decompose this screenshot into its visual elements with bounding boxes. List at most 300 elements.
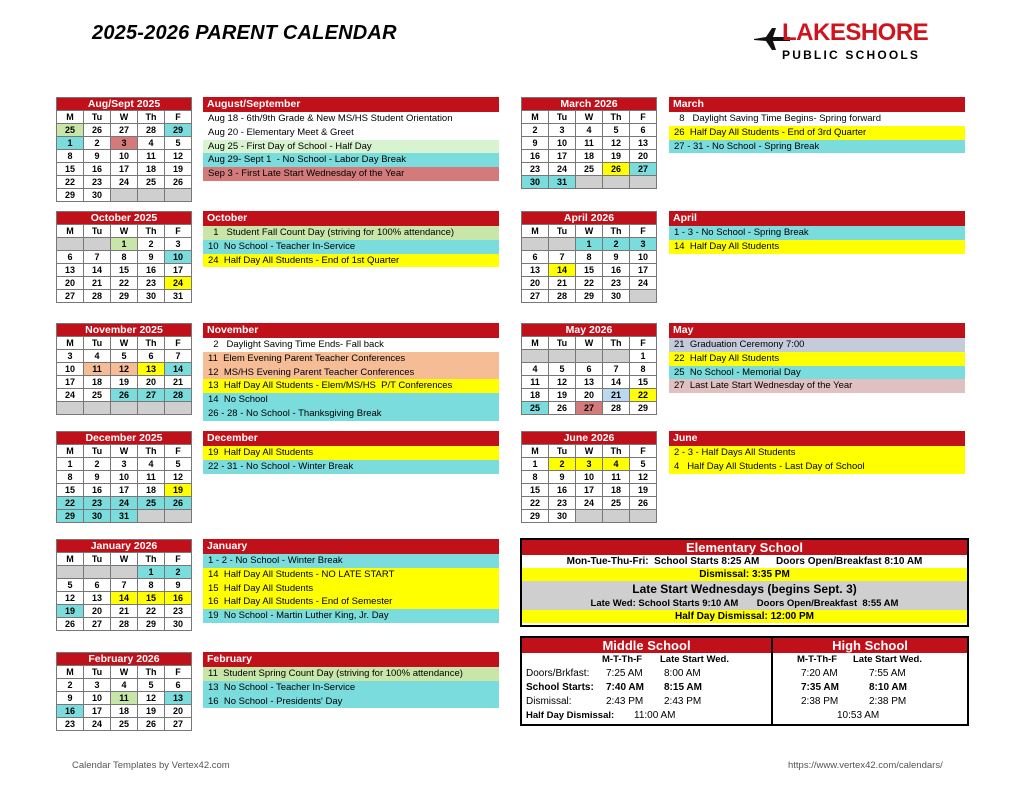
event-list-title: April [669, 211, 965, 226]
date-cell: 11 [84, 363, 111, 376]
month-calendar [521, 323, 657, 415]
date-cell: 9 [57, 692, 84, 705]
month-title: October 2025 [57, 212, 192, 225]
weekday-header: Tu [549, 225, 576, 238]
date-cell: 3 [111, 458, 138, 471]
event-item: 24 Half Day All Students - End of 1st Quarter [203, 254, 499, 268]
date-cell: 25 [111, 718, 138, 731]
date-cell: 7 [111, 579, 138, 592]
date-cell: 12 [630, 471, 657, 484]
event-item: 14 No School [203, 393, 499, 407]
date-cell: 11 [522, 376, 549, 389]
date-cell: 14 [165, 363, 192, 376]
date-cell: 6 [576, 363, 603, 376]
date-cell: 29 [57, 189, 84, 202]
weekday-header: F [165, 225, 192, 238]
date-cell: 25 [138, 497, 165, 510]
date-cell: 25 [84, 389, 111, 402]
date-cell: 3 [84, 679, 111, 692]
date-cell: 15 [576, 264, 603, 277]
date-cell: 12 [111, 363, 138, 376]
date-cell: 28 [138, 124, 165, 137]
date-cell: 28 [165, 389, 192, 402]
event-item: 1 Student Fall Count Day (striving for 100% attendance) [203, 226, 499, 240]
date-cell: 29 [57, 510, 84, 523]
high-col1-value: 7:35 AM [801, 682, 839, 693]
event-item: 21 Graduation Ceremony 7:00 [669, 338, 965, 352]
date-cell: 3 [576, 458, 603, 471]
date-cell: 13 [630, 137, 657, 150]
date-cell: 26 [630, 497, 657, 510]
event-item: 22 - 31 - No School - Winter Break [203, 460, 499, 474]
month-title: November 2025 [57, 324, 192, 337]
date-cell: 26 [84, 124, 111, 137]
date-cell: 15 [630, 376, 657, 389]
date-cell: 29 [111, 290, 138, 303]
date-cell: 11 [138, 471, 165, 484]
date-cell: 11 [111, 692, 138, 705]
event-list-title: May [669, 323, 965, 338]
date-cell [603, 176, 630, 189]
date-cell: 16 [57, 705, 84, 718]
date-cell: 20 [138, 376, 165, 389]
date-cell: 29 [522, 510, 549, 523]
date-cell: 7 [603, 363, 630, 376]
middle-col2-header: Late Start Wed. [660, 654, 729, 665]
date-cell: 2 [165, 566, 192, 579]
date-cell: 19 [549, 389, 576, 402]
date-cell: 19 [138, 705, 165, 718]
date-cell: 21 [84, 277, 111, 290]
weekday-header: F [630, 225, 657, 238]
date-cell: 5 [603, 124, 630, 137]
date-cell: 2 [84, 458, 111, 471]
weekday-header: Th [603, 111, 630, 124]
date-cell: 2 [57, 679, 84, 692]
weekday-header: F [165, 445, 192, 458]
date-cell: 20 [57, 277, 84, 290]
date-cell: 28 [549, 290, 576, 303]
weekday-header: Th [138, 445, 165, 458]
date-cell: 16 [603, 264, 630, 277]
middle-col2-value: 8:15 AM [664, 682, 702, 693]
event-item: 27 - 31 - No School - Spring Break [669, 140, 965, 154]
month-title: June 2026 [522, 432, 657, 445]
date-cell: 24 [165, 277, 192, 290]
event-list [203, 97, 499, 181]
date-cell: 22 [576, 277, 603, 290]
date-cell: 21 [549, 277, 576, 290]
date-cell: 24 [57, 389, 84, 402]
event-list-title: November [203, 323, 499, 338]
date-cell: 20 [84, 605, 111, 618]
date-cell: 4 [576, 124, 603, 137]
weekday-header: W [576, 445, 603, 458]
date-cell: 20 [165, 705, 192, 718]
weekday-header: Th [138, 553, 165, 566]
date-cell: 24 [576, 497, 603, 510]
date-cell [84, 566, 111, 579]
date-cell: 26 [165, 176, 192, 189]
high-col2-header: Late Start Wed. [853, 654, 922, 665]
date-cell: 18 [111, 705, 138, 718]
weekday-header: Tu [84, 553, 111, 566]
event-list-title: February [203, 652, 499, 667]
late-start-hours: Late Wed: School Starts 9:10 AM Doors Open/Breakfast 8:55 AM [522, 597, 967, 610]
date-cell: 1 [576, 238, 603, 251]
date-cell: 11 [603, 471, 630, 484]
month-calendar [56, 97, 192, 202]
month-calendar [521, 97, 657, 189]
date-cell: 7 [165, 350, 192, 363]
date-cell: 4 [84, 350, 111, 363]
month-title: January 2026 [57, 540, 192, 553]
date-cell: 15 [138, 592, 165, 605]
date-cell: 13 [165, 692, 192, 705]
date-cell: 28 [84, 290, 111, 303]
weekday-header: W [111, 337, 138, 350]
date-cell: 9 [138, 251, 165, 264]
weekday-header: Th [138, 111, 165, 124]
date-cell: 12 [549, 376, 576, 389]
date-cell: 8 [522, 471, 549, 484]
date-cell: 16 [549, 484, 576, 497]
event-item: Aug 29- Sept 1 - No School - Labor Day Break [203, 153, 499, 167]
date-cell: 1 [630, 350, 657, 363]
middle-col1-header: M-T-Th-F [602, 654, 643, 665]
date-cell [57, 238, 84, 251]
date-cell: 8 [630, 363, 657, 376]
date-cell: 13 [522, 264, 549, 277]
date-cell: 23 [549, 497, 576, 510]
month-title: May 2026 [522, 324, 657, 337]
event-list [669, 323, 965, 393]
date-cell: 29 [630, 402, 657, 415]
date-cell [57, 402, 84, 415]
date-cell: 28 [111, 618, 138, 631]
weekday-header: Tu [84, 445, 111, 458]
date-cell: 5 [57, 579, 84, 592]
date-cell: 28 [603, 402, 630, 415]
event-item: 13 Half Day All Students - Elem/MS/HS P/T Conferences [203, 379, 499, 393]
event-item: 1 - 3 - No School - Spring Break [669, 226, 965, 240]
page-title: 2025-2026 PARENT CALENDAR [92, 22, 397, 44]
high-col2-value: 2:38 PM [869, 696, 907, 707]
date-cell: 19 [57, 605, 84, 618]
date-cell: 26 [138, 718, 165, 731]
date-cell: 13 [57, 264, 84, 277]
elementary-schedule [520, 538, 969, 627]
date-cell: 23 [603, 277, 630, 290]
weekday-header: W [111, 225, 138, 238]
event-list-title: August/September [203, 97, 499, 112]
event-item: 4 Half Day All Students - Last Day of School [669, 460, 965, 474]
date-cell: 16 [165, 592, 192, 605]
date-cell: 27 [138, 389, 165, 402]
month-calendar [56, 431, 192, 523]
high-school-panel [773, 638, 967, 724]
date-cell: 2 [549, 458, 576, 471]
event-item: 26 Half Day All Students - End of 3rd Quarter [669, 126, 965, 140]
middle-col1-value: 7:40 AM [606, 682, 644, 693]
event-item: 26 - 28 - No School - Thanksgiving Break [203, 407, 499, 421]
date-cell: 24 [111, 497, 138, 510]
date-cell: 11 [138, 150, 165, 163]
event-item: 19 No School - Martin Luther King, Jr. Day [203, 609, 499, 623]
date-cell: 25 [576, 163, 603, 176]
middle-row-label: School Starts: [526, 682, 594, 693]
date-cell: 27 [630, 163, 657, 176]
date-cell: 17 [630, 264, 657, 277]
date-cell [522, 350, 549, 363]
weekday-header: M [57, 445, 84, 458]
date-cell: 4 [138, 137, 165, 150]
month-title: Aug/Sept 2025 [57, 98, 192, 111]
date-cell: 1 [57, 137, 84, 150]
date-cell: 19 [165, 484, 192, 497]
date-cell [630, 510, 657, 523]
date-cell: 20 [576, 389, 603, 402]
date-cell: 14 [603, 376, 630, 389]
date-cell: 24 [549, 163, 576, 176]
weekday-header: M [57, 666, 84, 679]
date-cell: 6 [630, 124, 657, 137]
date-cell: 18 [138, 484, 165, 497]
month-calendar [521, 431, 657, 523]
date-cell: 20 [522, 277, 549, 290]
date-cell [165, 402, 192, 415]
date-cell [576, 350, 603, 363]
event-list [669, 97, 965, 153]
date-cell: 3 [165, 238, 192, 251]
date-cell: 17 [111, 484, 138, 497]
date-cell: 14 [111, 592, 138, 605]
event-list-title: December [203, 431, 499, 446]
date-cell [549, 238, 576, 251]
weekday-header: Th [603, 337, 630, 350]
weekday-header: Th [138, 225, 165, 238]
date-cell: 20 [630, 150, 657, 163]
date-cell: 6 [522, 251, 549, 264]
date-cell: 7 [84, 251, 111, 264]
event-item: 22 Half Day All Students [669, 352, 965, 366]
date-cell [603, 510, 630, 523]
weekday-header: F [630, 111, 657, 124]
date-cell: 22 [522, 497, 549, 510]
high-col1-header: M-T-Th-F [797, 654, 838, 665]
month-calendar [56, 211, 192, 303]
weekday-header: F [165, 337, 192, 350]
weekday-header: Tu [549, 445, 576, 458]
date-cell: 1 [111, 238, 138, 251]
date-cell: 15 [111, 264, 138, 277]
month-calendar [56, 539, 192, 631]
weekday-header: M [522, 445, 549, 458]
date-cell: 24 [84, 718, 111, 731]
event-item: 8 Daylight Saving Time Begins- Spring forward [669, 112, 965, 126]
date-cell [603, 350, 630, 363]
high-col1-value: 7:20 AM [801, 668, 838, 679]
date-cell: 16 [84, 163, 111, 176]
date-cell: 31 [111, 510, 138, 523]
event-item: 14 Half Day All Students [669, 240, 965, 254]
event-list [203, 431, 499, 474]
date-cell: 10 [630, 251, 657, 264]
event-item: 1 - 2 - No School - Winter Break [203, 554, 499, 568]
logo-subtitle: PUBLIC SCHOOLS [782, 48, 921, 62]
high-title: High School [773, 638, 967, 653]
date-cell: 9 [84, 471, 111, 484]
weekday-header: F [630, 337, 657, 350]
date-cell: 6 [138, 350, 165, 363]
high-col2-value: 8:10 AM [869, 682, 907, 693]
date-cell: 2 [84, 137, 111, 150]
date-cell: 12 [603, 137, 630, 150]
event-item: 2 - 3 - Half Days All Students [669, 446, 965, 460]
weekday-header: W [111, 666, 138, 679]
date-cell: 9 [549, 471, 576, 484]
weekday-header: W [576, 111, 603, 124]
event-list-title: January [203, 539, 499, 554]
month-title: February 2026 [57, 653, 192, 666]
date-cell: 6 [57, 251, 84, 264]
date-cell: 25 [522, 402, 549, 415]
date-cell: 8 [111, 251, 138, 264]
date-cell: 19 [603, 150, 630, 163]
date-cell [111, 566, 138, 579]
event-item: Aug 20 - Elementary Meet & Greet [203, 126, 499, 140]
weekday-header: Th [603, 445, 630, 458]
footer-right: https://www.vertex42.com/calendars/ [788, 760, 943, 771]
date-cell: 6 [165, 679, 192, 692]
date-cell: 12 [138, 692, 165, 705]
date-cell: 8 [138, 579, 165, 592]
date-cell [576, 176, 603, 189]
weekday-header: F [165, 666, 192, 679]
date-cell [630, 176, 657, 189]
date-cell: 10 [84, 692, 111, 705]
date-cell: 21 [603, 389, 630, 402]
late-start-title: Late Start Wednesdays (begins Sept. 3) [522, 581, 967, 597]
date-cell: 18 [522, 389, 549, 402]
date-cell: 5 [630, 458, 657, 471]
date-cell: 3 [549, 124, 576, 137]
date-cell: 27 [111, 124, 138, 137]
date-cell: 10 [576, 471, 603, 484]
date-cell: 22 [630, 389, 657, 402]
date-cell: 12 [57, 592, 84, 605]
date-cell: 22 [57, 497, 84, 510]
date-cell: 29 [576, 290, 603, 303]
date-cell: 30 [138, 290, 165, 303]
date-cell: 26 [549, 402, 576, 415]
date-cell: 18 [138, 163, 165, 176]
date-cell: 12 [165, 471, 192, 484]
date-cell: 19 [630, 484, 657, 497]
date-cell: 21 [165, 376, 192, 389]
date-cell [84, 238, 111, 251]
date-cell [111, 402, 138, 415]
date-cell: 10 [57, 363, 84, 376]
date-cell: 23 [165, 605, 192, 618]
high-half-value: 10:53 AM [837, 710, 880, 721]
event-item: 10 No School - Teacher In-Service [203, 240, 499, 254]
month-title: March 2026 [522, 98, 657, 111]
date-cell: 8 [57, 150, 84, 163]
date-cell: 9 [84, 150, 111, 163]
date-cell: 14 [549, 264, 576, 277]
date-cell: 3 [111, 137, 138, 150]
weekday-header: M [522, 225, 549, 238]
date-cell: 10 [111, 150, 138, 163]
date-cell: 25 [57, 124, 84, 137]
date-cell: 9 [522, 137, 549, 150]
date-cell: 8 [57, 471, 84, 484]
date-cell: 24 [630, 277, 657, 290]
date-cell [57, 566, 84, 579]
high-col2-value: 7:55 AM [869, 668, 906, 679]
weekday-header: Tu [549, 111, 576, 124]
date-cell: 17 [84, 705, 111, 718]
weekday-header: M [57, 553, 84, 566]
date-cell: 5 [549, 363, 576, 376]
date-cell: 30 [522, 176, 549, 189]
date-cell: 1 [138, 566, 165, 579]
date-cell: 30 [603, 290, 630, 303]
date-cell [630, 290, 657, 303]
date-cell: 18 [84, 376, 111, 389]
date-cell [549, 350, 576, 363]
elementary-half-day: Half Day Dismissal: 12:00 PM [522, 610, 967, 623]
event-item: 25 No School - Memorial Day [669, 366, 965, 380]
date-cell [111, 189, 138, 202]
date-cell: 5 [165, 137, 192, 150]
date-cell: 18 [603, 484, 630, 497]
date-cell [522, 238, 549, 251]
date-cell: 26 [111, 389, 138, 402]
event-item: Aug 18 - 6th/9th Grade & New MS/HS Student Orientation [203, 112, 499, 126]
event-item: 19 Half Day All Students [203, 446, 499, 460]
date-cell: 27 [84, 618, 111, 631]
date-cell: 22 [57, 176, 84, 189]
weekday-header: Tu [84, 111, 111, 124]
date-cell: 12 [165, 150, 192, 163]
date-cell: 10 [165, 251, 192, 264]
weekday-header: F [630, 445, 657, 458]
date-cell: 10 [111, 471, 138, 484]
date-cell: 7 [549, 251, 576, 264]
weekday-header: Th [138, 666, 165, 679]
elementary-hours: Mon-Tue-Thu-Fri: School Starts 8:25 AM Doors Open/Breakfast 8:10 AM [566, 556, 923, 567]
date-cell: 13 [138, 363, 165, 376]
event-list [203, 211, 499, 267]
date-cell: 27 [57, 290, 84, 303]
date-cell [165, 510, 192, 523]
month-calendar [521, 211, 657, 303]
date-cell: 25 [138, 176, 165, 189]
date-cell: 17 [111, 163, 138, 176]
date-cell: 6 [84, 579, 111, 592]
date-cell: 15 [57, 163, 84, 176]
weekday-header: F [165, 111, 192, 124]
month-calendar [56, 652, 192, 731]
date-cell: 27 [522, 290, 549, 303]
date-cell: 26 [57, 618, 84, 631]
middle-col2-value: 8:00 AM [664, 668, 701, 679]
date-cell [165, 189, 192, 202]
date-cell: 10 [549, 137, 576, 150]
date-cell: 5 [138, 679, 165, 692]
